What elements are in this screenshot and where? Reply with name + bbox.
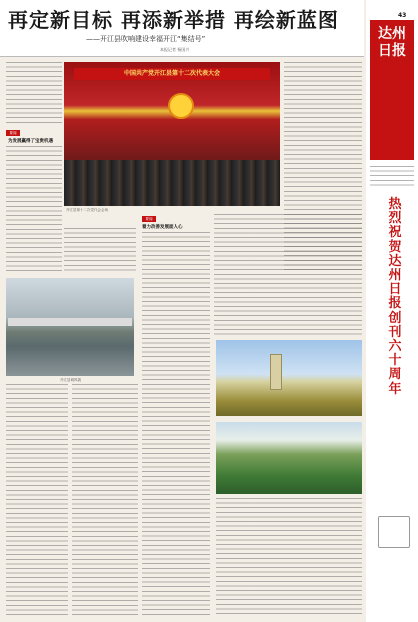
sub-headline: ——开江县吹响建设幸福开江“集结号”	[86, 35, 206, 43]
masthead-title: 达州日报	[378, 26, 406, 59]
river-photo-caption: 开江县城风貌	[60, 378, 81, 382]
tea-field-photo	[216, 422, 362, 494]
main-headline: 再定新目标 再添新举措 再绘新蓝图	[8, 8, 339, 32]
anniversary-vertical-title: 热烈祝贺达州日报创刊六十周年	[388, 197, 402, 397]
hall-photo-caption: 开江县第十二次党代会会场	[66, 208, 108, 212]
party-emblem-icon	[168, 93, 194, 119]
article-column-4	[214, 214, 362, 336]
masthead-info	[370, 166, 414, 188]
pagoda-shape	[270, 354, 282, 390]
article-column-1a	[6, 62, 62, 126]
article-column-3	[142, 232, 210, 616]
article-column-6	[72, 384, 138, 616]
section-label-2: 要闻	[142, 216, 156, 222]
pagoda-landscape-photo	[216, 340, 362, 416]
article-column-2a	[64, 228, 136, 274]
byline: 本报记者 杨国兴	[160, 47, 190, 52]
page-number: 43	[398, 12, 407, 19]
article-column-5	[6, 384, 68, 616]
article-column-1b	[6, 146, 62, 274]
article-column-7	[216, 498, 362, 616]
conference-banner: 中国共产党开江县第十二次代表大会	[74, 68, 270, 80]
audience-rows	[64, 160, 280, 206]
river-town-photo	[6, 278, 134, 376]
section-title-2: 着力改善发展面人心	[142, 225, 183, 230]
section-label-1: 要闻	[6, 130, 20, 136]
anniversary-logo-icon	[378, 516, 410, 548]
section-title-1: 为发展赢得了宝贵机遇	[8, 139, 53, 144]
bridge-shape	[8, 318, 132, 326]
